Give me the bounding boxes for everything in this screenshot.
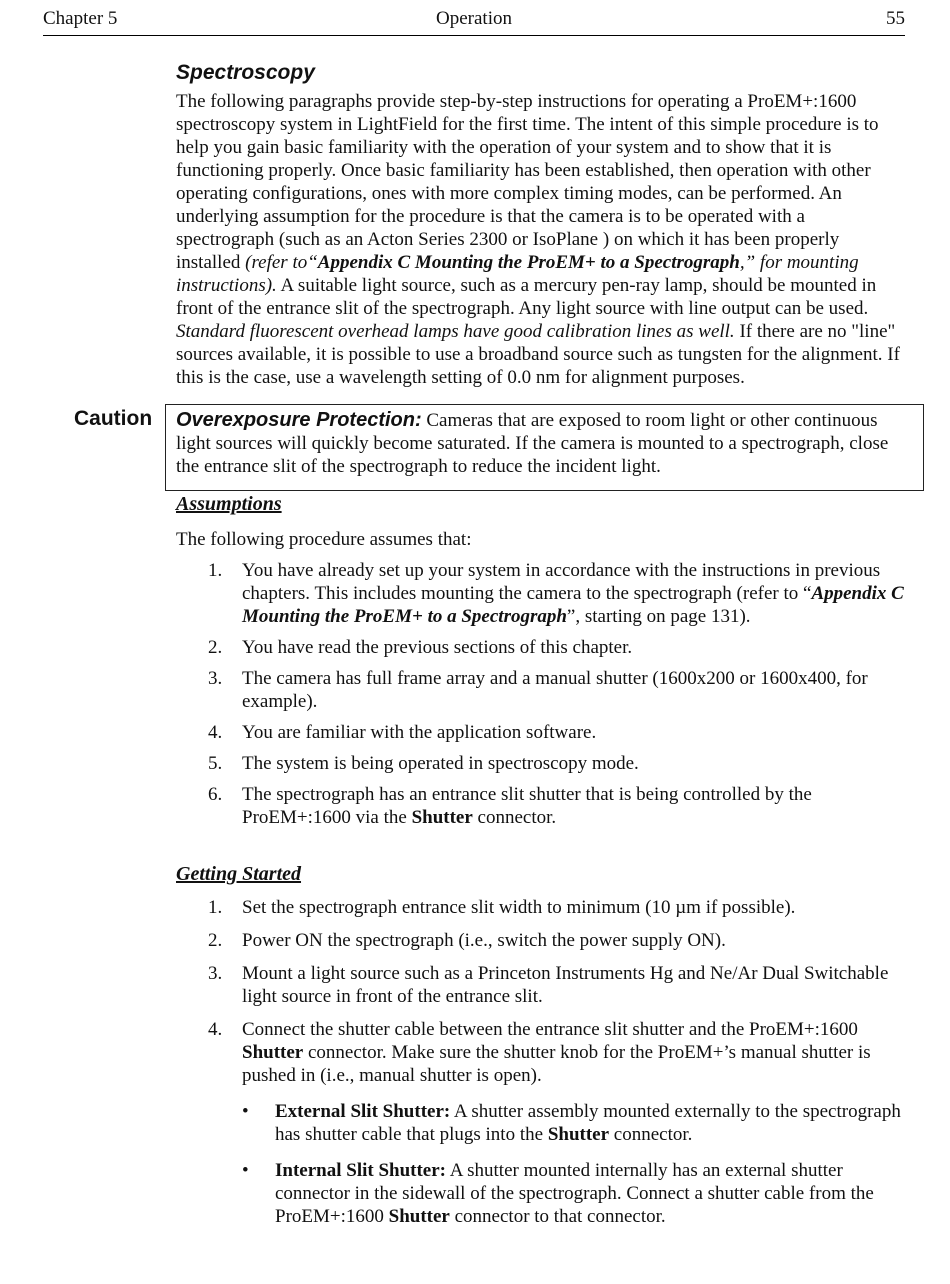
assumptions-heading: Assumptions [176, 493, 282, 515]
chapter-label: Chapter 5 [43, 8, 118, 29]
list-item: • Internal Slit Shutter: A shutter mounted internally has an external shutter connector in the sidewall of the spectrograph. Connect a shutter cable from the ProEM+:1600 Shutter connector to that connector. [242, 1160, 874, 1227]
getting-started-heading: Getting Started [176, 863, 302, 885]
list-item: 5. The system is being operated in spectroscopy mode. [208, 753, 639, 774]
assumptions-list [176, 559, 906, 829]
shutter-type-list [176, 1100, 906, 1228]
page-header [43, 7, 905, 36]
appendix-reference: Appendix C Mounting the ProEM+ to a Spectrograph [317, 252, 740, 273]
list-item: • External Slit Shutter: A shutter assembly mounted externally to the spectrograph has shutter cable that plugs into the Shutter connector. [242, 1101, 901, 1145]
caution-text: Overexposure Protection: Cameras that are exposed to room light or other continuous light sources will quickly become saturated. If the camera is mounted to a spectrograph, close the entrance slit of the spectrograph to reduce the incident light. [176, 409, 889, 477]
list-item: 3. Mount a light source such as a Princeton Instruments Hg and Ne/Ar Dual Switchable light source in front of the entrance slit. [208, 963, 889, 1007]
list-item: 4. Connect the shutter cable between the entrance slit shutter and the ProEM+:1600 Shutter connector. Make sure the shutter knob for the ProEM+’s manual shutter is pushed in (i.e., manual shutter is open). [208, 1019, 871, 1086]
section-title: Spectroscopy [176, 61, 315, 84]
caution-box [165, 404, 924, 491]
assumptions-section [176, 492, 906, 829]
spectroscopy-section [176, 60, 906, 389]
section-label: Operation [436, 8, 512, 29]
list-item: 1. You have already set up your system in accordance with the instructions in previous chapters. This includes mounting the camera to the spectrograph (refer to “Appendix C Mounting the ProEM+ to a Spectrograph”, starting on page 131). [208, 560, 904, 627]
assumptions-intro: The following procedure assumes that: [176, 529, 472, 550]
getting-started-section [176, 862, 906, 1228]
bullet-icon: • [242, 1160, 249, 1181]
caution-label: Caution [74, 407, 153, 430]
list-item: 2. Power ON the spectrograph (i.e., switch the power supply ON). [208, 930, 726, 951]
caution-title: Overexposure Protection: [176, 409, 422, 431]
list-item: 6. The spectrograph has an entrance slit shutter that is being controlled by the ProEM+:1600 via the Shutter connector. [208, 784, 812, 828]
getting-started-list [176, 896, 906, 1087]
appendix-reference: Appendix C Mounting the ProEM+ to a Spectrograph [242, 583, 904, 627]
list-item: 3. The camera has full frame array and a manual shutter (1600x200 or 1600x400, for example). [208, 668, 868, 712]
list-item: 4. You are familiar with the application software. [208, 722, 597, 743]
list-item: 1. Set the spectrograph entrance slit width to minimum (10 µm if possible). [208, 897, 796, 918]
bullet-icon: • [242, 1101, 249, 1122]
page-number: 55 [886, 8, 905, 29]
intro-paragraph: The following paragraphs provide step-by-step instructions for operating a ProEM+:1600 spectroscopy system in LightField for the first time. The intent of this simple procedure is to help you gain basic familiarity with the operation of your system and to show that it is functioning properly. Once basic familiarity has been established, then operation with other operating configurations, ones with more complex timing modes, can be performed. An underlying assumption for the procedure is that the camera is to be operated with a spectrograph (such as an Acton Series 2300 or IsoPlane ) on which it has been properly installed (refer to“Appendix C Mounting the ProEM+ to a Spectrograph,” for mounting instructions). A suitable light source, such as a mercury pen-ray lamp, should be mounted in front of the entrance slit of the spectrograph. Any light source with line output can be used. Standard fluorescent overhead lamps have good calibration lines as well. If there are no "line" sources available, it is possible to use a broadband source such as tungsten for the alignment. If this is the case, use a wavelength setting of 0.0 nm for alignment purposes. [176, 91, 900, 388]
list-item: 2. You have read the previous sections of this chapter. [208, 637, 633, 658]
